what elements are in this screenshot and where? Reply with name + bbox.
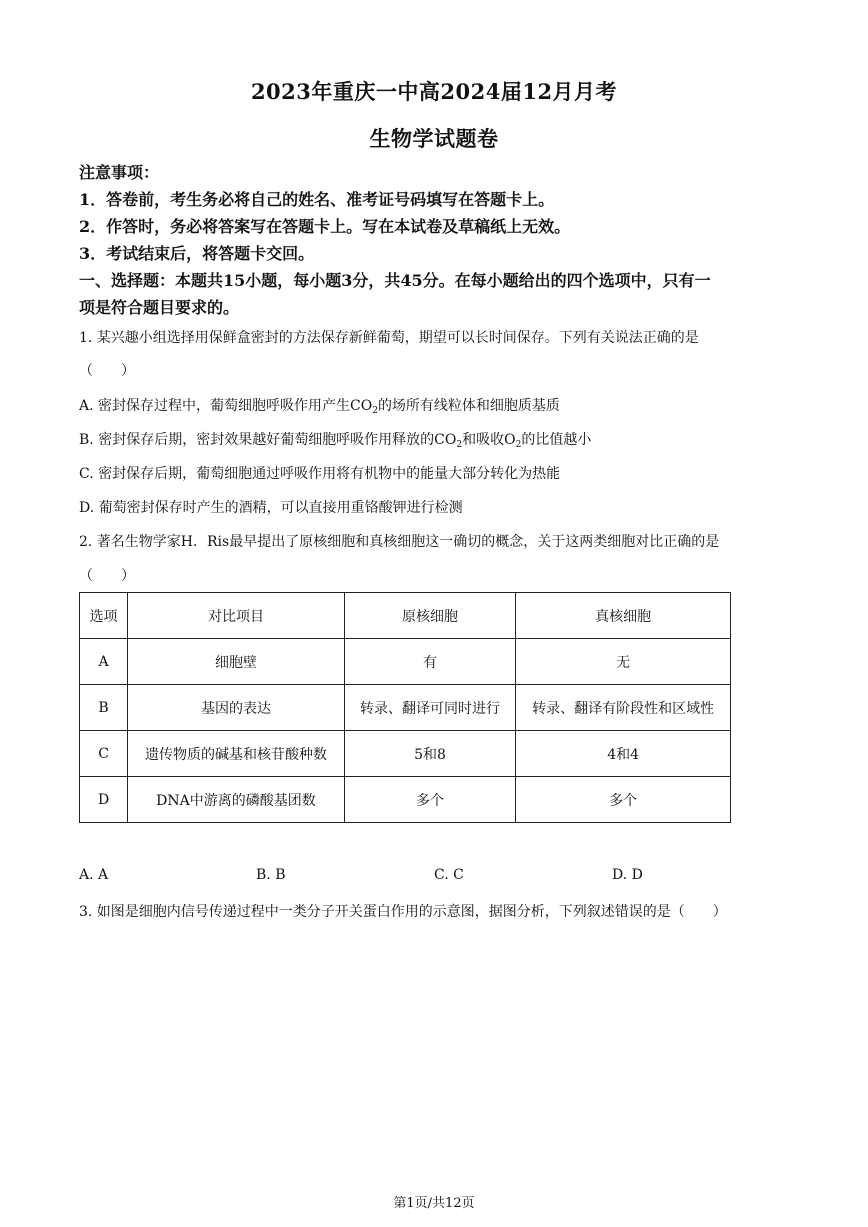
- option-b-sub-1: 2: [456, 440, 463, 450]
- section-instruction-line-2: 项是符合题目要求的。: [79, 298, 240, 317]
- option-a-text-post: 的场所有线粒体和细胞质基质: [377, 398, 560, 414]
- question-1-option-c[interactable]: C. 密封保存后期，葡萄细胞通过呼吸作用将有机物中的能量大部分转化为热能: [79, 466, 561, 482]
- option-b-text-pre: B. 密封保存后期，密封效果越好葡萄细胞呼吸作用释放的CO: [79, 432, 457, 448]
- table-cell: 多个: [516, 777, 731, 823]
- table-cell: 多个: [344, 777, 516, 823]
- notice-item-1: 1．答卷前，考生务必将自己的姓名、准考证号码填写在答题卡上。: [79, 190, 555, 209]
- table-header-cell: 真核细胞: [516, 593, 731, 639]
- option-b-text-post: 的比值越小: [521, 432, 592, 448]
- table-cell: D: [80, 777, 128, 823]
- table-row: [80, 731, 731, 777]
- table-header-row: [80, 593, 731, 639]
- option-b-sub-2: 2: [515, 440, 522, 450]
- table-cell: 有: [344, 639, 516, 685]
- option-a-sub: 2: [372, 406, 378, 416]
- table-row: [80, 639, 731, 685]
- question-1-option-a[interactable]: [79, 395, 560, 416]
- table-cell: 5和8: [344, 731, 516, 777]
- table-cell: 遗传物质的碱基和核苷酸种数: [128, 731, 345, 777]
- question-1-option-d[interactable]: D. 葡萄密封保存时产生的酒精，可以直接用重铬酸钾进行检测: [79, 500, 463, 516]
- table-cell: 基因的表达: [128, 685, 345, 731]
- comparison-table: [79, 592, 731, 823]
- table-cell: A: [80, 639, 128, 685]
- question-2-choice-c[interactable]: C. C: [434, 867, 464, 883]
- table-cell: 4和4: [516, 731, 731, 777]
- table-cell: B: [80, 685, 128, 731]
- table-header-cell: 对比项目: [128, 593, 345, 639]
- notice-item-3: 3．考试结束后，将答题卡交回。: [79, 244, 315, 263]
- table-row: [80, 685, 731, 731]
- option-b-text-mid: 和吸收O: [462, 432, 516, 448]
- question-2-choice-b[interactable]: B. B: [256, 867, 286, 883]
- table-row: [80, 777, 731, 823]
- notice-heading: 注意事项：: [79, 163, 160, 182]
- table-cell: 转录、翻译可同时进行: [344, 685, 516, 731]
- table-cell: C: [80, 731, 128, 777]
- notice-item-2: 2．作答时，务必将答案写在答题卡上。写在本试卷及草稿纸上无效。: [79, 217, 571, 236]
- question-2-stem: 2. 著名生物学家H．Ris最早提出了原核细胞和真核细胞这一确切的概念，关于这两类细胞对比正确的是: [79, 534, 720, 550]
- page-footer: 第1页/共12页: [393, 1196, 475, 1211]
- question-2-choice-d[interactable]: D. D: [612, 867, 643, 883]
- exam-title: 2023年重庆一中高2024届12月月考: [250, 79, 618, 104]
- table-cell: 转录、翻译有阶段性和区域性: [516, 685, 731, 731]
- question-2-paren: （ ）: [79, 568, 135, 584]
- table-cell: DNA中游离的磷酸基团数: [128, 777, 345, 823]
- table-header-cell: 选项: [80, 593, 128, 639]
- table-header-cell: 原核细胞: [344, 593, 516, 639]
- question-2-choice-a[interactable]: A. A: [79, 867, 109, 883]
- question-1-stem: 1. 某兴趣小组选择用保鲜盒密封的方法保存新鲜葡萄，期望可以长时间保存。下列有关说法正确的是: [79, 330, 699, 346]
- question-3-stem: 3. 如图是细胞内信号传递过程中一类分子开关蛋白作用的示意图，据图分析，下列叙述错误的是（ ）: [79, 904, 727, 920]
- question-1-option-b[interactable]: [79, 429, 591, 450]
- exam-subtitle: 生物学试题卷: [369, 126, 499, 151]
- option-a-text-pre: A. 密封保存过程中，葡萄细胞呼吸作用产生CO: [79, 398, 373, 414]
- table-cell: 细胞壁: [128, 639, 345, 685]
- table-cell: 无: [516, 639, 731, 685]
- section-instruction-line-1: 一、选择题：本题共15小题，每小题3分，共45分。在每小题给出的四个选项中，只有一: [79, 271, 711, 290]
- question-1-paren: （ ）: [79, 363, 135, 379]
